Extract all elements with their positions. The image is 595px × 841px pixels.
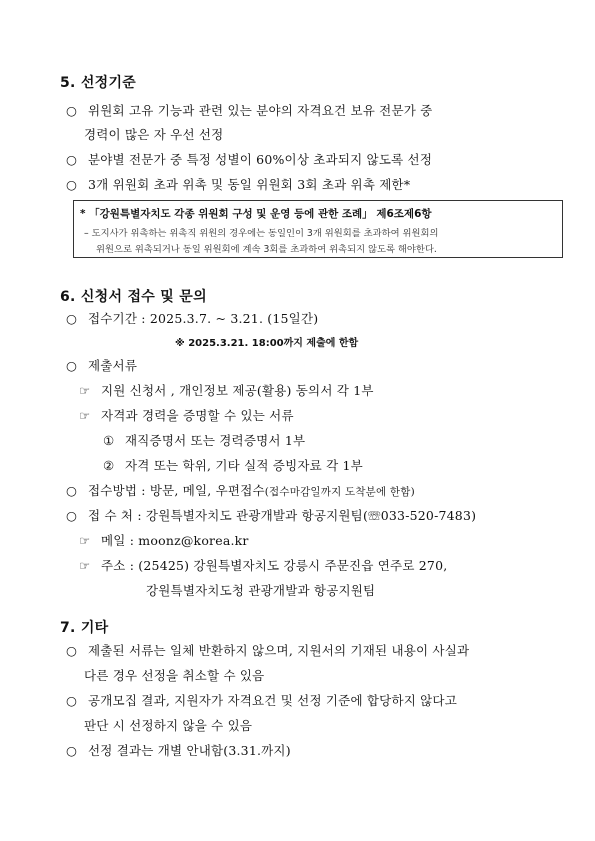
s6-doc-2b-text: 자격 또는 학위, 기타 실적 증빙자료 각 1부: [125, 458, 363, 473]
circled-one-icon: ①: [103, 433, 115, 448]
s7-item-1-text: 제출된 서류는 일체 반환하지 않으며, 지원서의 기재된 내용이 사실과: [88, 643, 470, 658]
circle-bullet-icon: ○: [66, 693, 78, 708]
s6-doc-2: [79, 406, 294, 424]
regulation-note-line-2: 위원으로 위촉되거나 동일 위원회에 계속 3회를 초과하여 위촉되지 않도록 해야한다.: [96, 244, 437, 255]
circle-bullet-icon: ○: [66, 643, 78, 658]
s5-item-1: [66, 101, 432, 119]
regulation-note-title: * 「강원특별자치도 각종 위원회 구성 및 운영 등에 관한 조례」 제6조제6항: [80, 208, 432, 220]
s7-item-2-cont: 판단 시 선정하지 않을 수 있음: [84, 718, 253, 733]
s6-doc-2-text: 자격과 경력을 증명할 수 있는 서류: [101, 408, 294, 423]
s6-method: [66, 481, 415, 499]
s6-doc-2b: [103, 456, 363, 474]
s6-method-note: (접수마감일까지 도착분에 한함): [264, 486, 415, 498]
section-6-title: 6. 신청서 접수 및 문의: [60, 289, 207, 305]
circled-two-icon: ②: [103, 458, 115, 473]
s6-address: [79, 556, 447, 574]
s6-deadline-note: ※ 2025.3.21. 18:00까지 제출에 한함: [175, 338, 359, 349]
circle-bullet-icon: ○: [66, 358, 78, 373]
s6-address-text: 주소 : (25425) 강원특별자치도 강릉시 주문진읍 연주로 270,: [101, 558, 448, 573]
s6-doc-2a-text: 재직증명서 또는 경력증명서 1부: [125, 433, 306, 448]
s7-item-2: [66, 691, 457, 709]
s5-item-3: [66, 175, 410, 193]
pointing-finger-icon: ☞: [79, 558, 91, 573]
s6-period-text: 접수기간 : 2025.3.7. ~ 3.21. (15일간): [88, 311, 319, 326]
regulation-note-line-1: – 도지사가 위촉하는 위촉직 위원의 경우에는 동일인이 3개 위원회를 초과하여 위원회의: [84, 228, 439, 239]
s6-period: [66, 309, 318, 327]
s5-item-2: [66, 150, 432, 168]
s6-docs: [66, 356, 137, 374]
s7-item-2-text: 공개모집 결과, 지원자가 자격요건 및 선정 기준에 합당하지 않다고: [88, 693, 457, 708]
section-7-title: 7. 기타: [60, 620, 109, 636]
s7-item-1-cont: 다른 경우 선정을 취소할 수 있음: [84, 668, 265, 683]
section-5-title: 5. 선정기준: [60, 75, 137, 91]
circle-bullet-icon: ○: [66, 483, 78, 498]
s6-contact: [66, 506, 476, 524]
s6-email: [79, 531, 249, 549]
s5-item-3-text: 3개 위원회 초과 위촉 및 동일 위원회 3회 초과 위촉 제한*: [88, 177, 411, 192]
pointing-finger-icon: ☞: [79, 408, 91, 423]
circle-bullet-icon: ○: [66, 152, 78, 167]
s6-contact-text: 접 수 처 : 강원특별자치도 관광개발과 항공지원팀(☏033-520-7483): [88, 508, 477, 523]
s7-item-3: [66, 741, 291, 759]
s5-item-2-text: 분야별 전문가 중 특정 성별이 60%이상 초과되지 않도록 선정: [88, 152, 433, 167]
s6-docs-label: 제출서류: [88, 358, 138, 373]
s6-doc-2a: [103, 431, 305, 449]
s6-address-cont: 강원특별자치도청 관광개발과 항공지원팀: [146, 583, 376, 598]
s6-method-text: 접수방법 : 방문, 메일, 우편접수: [88, 483, 265, 498]
s5-item-1-text: 위원회 고유 기능과 관련 있는 분야의 자격요건 보유 전문가 중: [88, 103, 433, 118]
s6-doc-1-text: 지원 신청서 , 개인정보 제공(활용) 동의서 각 1부: [101, 383, 374, 398]
circle-bullet-icon: ○: [66, 103, 78, 118]
circle-bullet-icon: ○: [66, 743, 78, 758]
circle-bullet-icon: ○: [66, 311, 78, 326]
s5-item-1-cont: 경력이 많은 자 우선 선정: [84, 127, 224, 142]
s7-item-3-text: 선정 결과는 개별 안내함(3.31.까지): [88, 743, 291, 758]
s7-item-1: [66, 641, 469, 659]
pointing-finger-icon: ☞: [79, 533, 91, 548]
s6-email-text: 메일 : moonz@korea.kr: [101, 533, 249, 548]
circle-bullet-icon: ○: [66, 508, 78, 523]
circle-bullet-icon: ○: [66, 177, 78, 192]
pointing-finger-icon: ☞: [79, 383, 91, 398]
s6-doc-1: [79, 381, 374, 399]
